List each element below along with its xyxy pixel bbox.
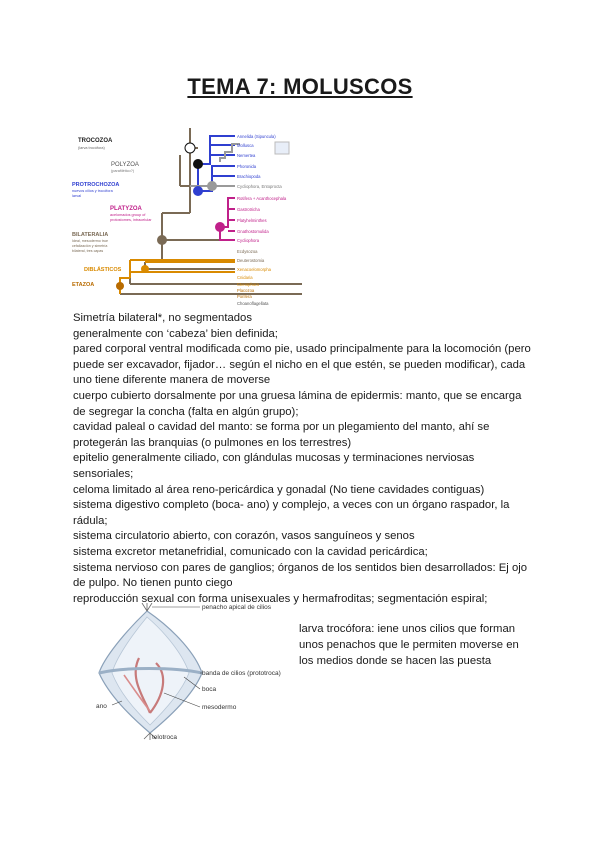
label-telotroca: telotroca xyxy=(152,734,177,740)
label-eumetazoa: ETAZOA xyxy=(72,282,95,288)
text-line: sistema nervioso con pares de ganglios; órganos de los sentidos bien desarrollados: Ej ojo xyxy=(73,561,528,574)
label-platyzoa: PLATYZOA xyxy=(110,206,142,212)
svg-text:nuevos cilios y trocófora: nuevos cilios y trocófora xyxy=(72,189,113,193)
text-line: celoma limitado al área reno-pericárdica y gonadal (No tiene cavidades contiguas) xyxy=(73,483,485,496)
text-line: de pulpo. No tienen punto ciego xyxy=(73,577,233,590)
taxon-label: Gastrotricha xyxy=(237,207,260,212)
taxon-label: Gnathostomulida xyxy=(237,229,269,234)
text-line: sistema circulatorio abierto, con corazón, vasos sanguíneos y senos xyxy=(73,530,415,543)
taxon-label: Placozoa xyxy=(237,288,255,293)
taxon-label: Rotifera + Acanthocephala xyxy=(237,196,287,201)
text-line: de segregar la concha (falta en algún grupo); xyxy=(73,405,299,418)
text-line: pared corporal ventral modificada como pie, usado principalmente para la locomoción (pero xyxy=(73,343,531,356)
trochophore-figure xyxy=(84,603,299,740)
taxon-label: Platyhelminthes xyxy=(237,218,267,223)
svg-text:larval: larval xyxy=(72,194,82,198)
text-line: Simetría bilateral*, no segmentados xyxy=(73,312,252,324)
svg-text:cefalización y simetría: cefalización y simetría xyxy=(72,244,108,248)
svg-text:(larva trocófora): (larva trocófora) xyxy=(78,146,105,150)
label-polyzoa: POLYZOA xyxy=(111,162,139,168)
taxon-label: Brachiopoda xyxy=(237,174,261,179)
label-trocozoa: TROCOZOA xyxy=(78,138,113,144)
taxon-label: Porifera xyxy=(237,294,252,299)
taxon-label: Mollusca xyxy=(237,143,254,148)
text-line: cuerpo cubierto dorsalmente por una gruesa lámina de epidermis: manto, que se encarga xyxy=(73,389,522,402)
taxon-label: Cycliophora, Entoprocta xyxy=(237,184,282,189)
taxon-label: Cycliophora xyxy=(237,238,260,243)
label-mesodermo: mesodermo xyxy=(202,704,237,711)
taxon-label: Cnidaria xyxy=(237,275,253,280)
taxon-label: Annelida (Sipuncula) xyxy=(237,134,276,139)
larva-caption: larva trocófora: iene unos cilios que forman unos penachos que le permiten moverse en los medios donde se hacen las puesta xyxy=(299,623,519,667)
taxon-label: Phoronida xyxy=(237,164,257,169)
body-text xyxy=(73,311,533,607)
text-line: epitelio generalmente ciliado, con glándulas mucosas y terminaciones nerviosas xyxy=(73,452,475,465)
label-banda: banda de cilios (prototroca) xyxy=(202,670,281,677)
text-line: rádula; xyxy=(73,514,108,527)
text-line: sistema excretor metanefridial, comunicado con la cavidad pericárdica; xyxy=(73,545,428,558)
label-diblastica: DIBLÁSTICOS xyxy=(84,267,122,273)
taxon-label: Choanoflagellata xyxy=(237,301,269,306)
taxon-label: Xenacoelomorpha xyxy=(237,267,271,272)
text-line: sensoriales; xyxy=(73,467,134,480)
label-ano: ano xyxy=(96,703,107,710)
text-line: cavidad paleal o cavidad del manto: se forma por un plegamiento del manto, ahí se xyxy=(73,421,490,434)
text-line: reproducción sexual con forma unisexuales y hermafroditas; segmentación espiral; xyxy=(73,592,488,605)
svg-text:protostomes, intracelular: protostomes, intracelular xyxy=(110,218,152,222)
label-boca: boca xyxy=(202,686,217,693)
label-protrochozoa: PROTROCHOZOA xyxy=(72,182,120,188)
text-line: puede ser excavador, fijador… según el nicho en el que estén, se pueden modificar), cada xyxy=(73,358,526,371)
text-line: sistema digestivo completo (boca- ano) y complejo, a veces con un órgano raspador, la xyxy=(73,499,510,512)
svg-text:bilateral, tres capas: bilateral, tres capas xyxy=(72,249,104,253)
page-title: TEMA 7: MOLUSCOS xyxy=(187,74,413,99)
taxon-label: Nemertea xyxy=(237,153,256,158)
text-line: generalmente con ‘cabeza’ bien definida; xyxy=(73,327,278,340)
svg-text:(parafilético?): (parafilético?) xyxy=(111,169,135,173)
label-penacho: penacho apical de cilios xyxy=(202,604,272,611)
label-bilateralia: BILATERALIA xyxy=(72,232,109,238)
text-line: protegerán las branquias (o pulmones en los terrestres) xyxy=(73,436,352,449)
svg-text:Ideal, mesodermo true: Ideal, mesodermo true xyxy=(72,239,108,243)
taxon-label: Deuterostomia xyxy=(237,258,265,263)
svg-text:acelomados group of: acelomados group of xyxy=(110,213,146,217)
phylogeny-figure xyxy=(70,128,305,310)
taxon-label: Ctenophora xyxy=(237,282,259,287)
text-line: uno tiene diferente manera de moverse xyxy=(73,374,271,387)
taxon-label: Ecdysozoa xyxy=(237,249,258,254)
